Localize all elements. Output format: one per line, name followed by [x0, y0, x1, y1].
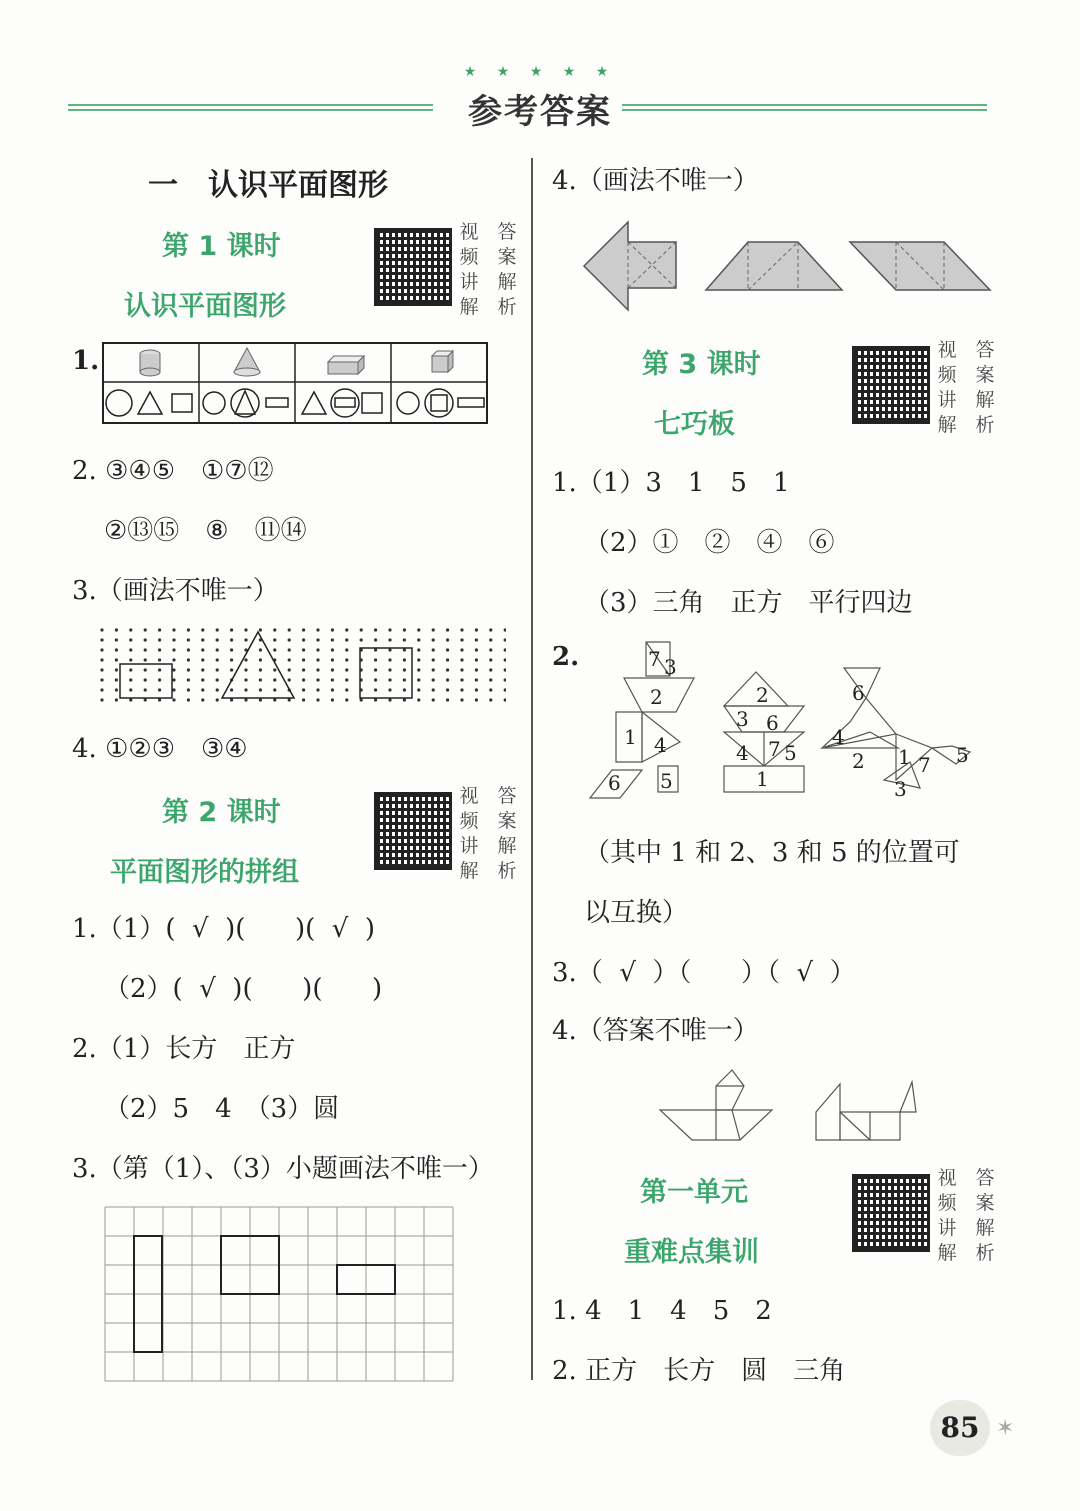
grid-dot: [302, 648, 305, 651]
grid-dot: [172, 638, 175, 641]
grid-dot: [331, 638, 334, 641]
grid-dot: [388, 628, 391, 631]
grid-dot: [417, 688, 420, 691]
grid-dot: [216, 628, 219, 631]
grid-dot: [316, 638, 319, 641]
grid-dot: [489, 648, 492, 651]
grid-dot: [475, 698, 478, 701]
grid-dot: [403, 658, 406, 661]
grid-dot: [489, 658, 492, 661]
grid-dot: [244, 658, 247, 661]
grid-dot: [158, 628, 161, 631]
grid-dot: [446, 658, 449, 661]
grid-dot: [446, 648, 449, 651]
tangram-label: 4: [832, 725, 845, 749]
l3-q2-label: 2.: [552, 642, 580, 672]
grid-dot: [244, 628, 247, 631]
page-number: 85: [930, 1400, 990, 1456]
grid-dot: [374, 678, 377, 681]
grid-dot: [489, 628, 492, 631]
grid-dot: [129, 658, 132, 661]
l1-q4: 4. ①②③ ③④: [72, 734, 248, 764]
grid-dot: [187, 698, 190, 701]
grid-dot: [403, 678, 406, 681]
grid-dot: [259, 678, 262, 681]
qr-caption: 视 答 频 案 讲 解 解 析: [937, 339, 995, 436]
grid-dot: [489, 638, 492, 641]
grid-dot: [417, 658, 420, 661]
grid-dot: [345, 658, 348, 661]
grid-dot: [504, 688, 506, 691]
grid-dot: [201, 658, 204, 661]
grid-dot: [475, 678, 478, 681]
tangram-label: 1: [898, 745, 911, 769]
tangram-label: 7: [768, 737, 781, 761]
tangram-figures: [584, 638, 984, 802]
tangram-label: 2: [756, 683, 769, 707]
grid-dot: [302, 628, 305, 631]
l3-q1-line1: 1.（1）3 1 5 1: [552, 468, 790, 498]
grid-dot: [129, 678, 132, 681]
grid-dot: [201, 698, 204, 701]
l3-q3: 3.（ √ ）（ ）（ √ ）: [552, 958, 856, 988]
unit-title: 一 认识平面图形: [148, 168, 388, 203]
cylinder-icon: [140, 350, 160, 376]
l2-q2-line1: 2.（1）长方 正方: [72, 1034, 296, 1064]
grid-dot: [417, 678, 420, 681]
grid-dot: [432, 688, 435, 691]
grid-dot: [187, 668, 190, 671]
grid-dot: [144, 648, 147, 651]
grid-dot: [417, 698, 420, 701]
grid-dot: [100, 678, 103, 681]
grid-dot: [388, 698, 391, 701]
review-name: 第一单元: [640, 1177, 748, 1208]
grid-dot: [273, 688, 276, 691]
review-topic: 重难点集训: [624, 1237, 759, 1268]
grid-dot: [475, 628, 478, 631]
grid-dot: [100, 628, 103, 631]
grid-dot: [316, 678, 319, 681]
grid-dot: [475, 688, 478, 691]
grid-dot: [187, 648, 190, 651]
grid-dot: [100, 688, 103, 691]
grid-dot: [201, 668, 204, 671]
grid-dot: [216, 678, 219, 681]
grid-dot: [129, 668, 132, 671]
cube-icon: [432, 351, 453, 372]
grid-dot: [100, 648, 103, 651]
grid-dot: [331, 698, 334, 701]
grid-dot: [504, 678, 506, 681]
tangram-label: 6: [766, 711, 779, 735]
grid-dot: [115, 648, 118, 651]
grid-dot: [288, 678, 291, 681]
grid-dot: [403, 698, 406, 701]
grid-dot: [432, 678, 435, 681]
rv-q1: 1. 4 1 4 5 2: [552, 1296, 772, 1326]
grid-dot: [489, 668, 492, 671]
grid-dot: [230, 638, 233, 641]
grid-dot: [230, 628, 233, 631]
grid-dot: [302, 688, 305, 691]
grid-dot: [489, 698, 492, 701]
grid-dot: [432, 668, 435, 671]
cone-icon: [234, 348, 260, 376]
grid-dot: [388, 638, 391, 641]
qr-caption: 视 答 频 案 讲 解 解 析: [459, 221, 517, 318]
grid-dot: [374, 698, 377, 701]
tangram-label: 6: [852, 681, 865, 705]
qr-caption: 视 答 频 案 讲 解 解 析: [937, 1167, 995, 1264]
grid-dot: [432, 698, 435, 701]
grid-dot: [288, 658, 291, 661]
tangram-label: 5: [660, 769, 673, 793]
grid-dot: [172, 698, 175, 701]
grid-dot: [172, 628, 175, 631]
grid-dot: [345, 628, 348, 631]
grid-dot: [158, 658, 161, 661]
grid-dot: [288, 638, 291, 641]
grid-dot: [259, 698, 262, 701]
grid-dot: [187, 628, 190, 631]
grid-dot: [144, 658, 147, 661]
grid-dot: [374, 648, 377, 651]
grid-dot: [158, 668, 161, 671]
grid-dot: [273, 628, 276, 631]
grid-dot: [489, 688, 492, 691]
grid-dot: [100, 638, 103, 641]
grid-dot: [288, 648, 291, 651]
qr-code-icon[interactable]: [374, 228, 452, 306]
grid-dot: [144, 698, 147, 701]
grid-dot: [374, 688, 377, 691]
grid-dot: [475, 658, 478, 661]
grid-dot: [115, 638, 118, 641]
grid-dot: [201, 638, 204, 641]
grid-dot: [316, 628, 319, 631]
grid-dot: [374, 638, 377, 641]
grid-dot: [288, 628, 291, 631]
star-icon: ✶: [996, 1416, 1015, 1441]
tangram-label: 5: [784, 741, 797, 765]
grid-dot: [100, 668, 103, 671]
grid-dot: [172, 688, 175, 691]
l2-q1-line2: （2）( √ )( )( ): [104, 974, 383, 1004]
grid-dot: [216, 668, 219, 671]
grid-dot: [158, 648, 161, 651]
grid-dot: [460, 658, 463, 661]
grid-dot: [374, 628, 377, 631]
grid-dot: [244, 638, 247, 641]
lesson3-topic: 七巧板: [654, 409, 735, 440]
l3-note-line2: 以互换）: [584, 898, 689, 928]
grid-dot: [331, 668, 334, 671]
grid-dot: [331, 658, 334, 661]
grid-dot: [273, 648, 276, 651]
grid-dot: [446, 688, 449, 691]
grid-dot: [302, 678, 305, 681]
grid-dot: [316, 698, 319, 701]
grid-dot: [158, 638, 161, 641]
grid-dot: [273, 678, 276, 681]
grid-dot: [172, 658, 175, 661]
grid-dot: [504, 658, 506, 661]
grid-dot: [273, 638, 276, 641]
grid-dot: [446, 638, 449, 641]
grid-dot: [388, 668, 391, 671]
grid-dot: [460, 668, 463, 671]
qr-code-icon[interactable]: [852, 1174, 930, 1252]
grid-dot: [288, 698, 291, 701]
grid-dot: [288, 668, 291, 671]
tangram-label: 4: [736, 741, 749, 765]
grid-dot: [403, 688, 406, 691]
grid-dot: [144, 668, 147, 671]
grid-dot: [504, 628, 506, 631]
grid-dot: [158, 688, 161, 691]
tangram-label: 7: [648, 647, 661, 671]
grid-dot: [144, 688, 147, 691]
grid-dot: [201, 628, 204, 631]
grid-dot: [115, 658, 118, 661]
grid-dot: [244, 698, 247, 701]
grid-dot: [345, 678, 348, 681]
l1-q1-label: 1.: [72, 346, 100, 376]
grid-dot: [259, 628, 262, 631]
grid-dot: [475, 668, 478, 671]
l2-q3-label: 3.（第（1）、（3）小题画法不唯一）: [72, 1154, 494, 1184]
l2-q1-line1: 1.（1）( √ )( )( √ ): [72, 914, 376, 944]
grid-dot: [417, 648, 420, 651]
l3-q4-label: 4.（答案不唯一）: [552, 1016, 759, 1046]
grid-dot: [201, 648, 204, 651]
grid-dot: [302, 668, 305, 671]
grid-dot: [388, 658, 391, 661]
tangram-label: 3: [664, 655, 677, 679]
grid-dot: [302, 698, 305, 701]
l1-q2-line2: ②⑬⑮ ⑧ ⑪⑭: [104, 516, 307, 546]
rv-q2: 2. 正方 长方 圆 三角: [552, 1356, 846, 1386]
grid-dot: [172, 668, 175, 671]
tangram-label: 7: [918, 753, 931, 777]
page-title: 参考答案: [468, 92, 612, 132]
grid-dot: [115, 688, 118, 691]
dot-grid-drawing: [100, 628, 506, 704]
grid-dot: [316, 658, 319, 661]
grid-dot: [302, 638, 305, 641]
grid-dot: [360, 638, 363, 641]
grid-dot: [115, 668, 118, 671]
grid-dot: [144, 638, 147, 641]
header-stars: ★ ★ ★ ★ ★: [463, 64, 617, 80]
grid-dot: [460, 698, 463, 701]
grid-dot: [129, 698, 132, 701]
grid-dot: [388, 678, 391, 681]
grid-dot: [216, 658, 219, 661]
grid-dot: [432, 648, 435, 651]
grid-dot: [388, 688, 391, 691]
grid-dot: [432, 638, 435, 641]
grid-dot: [244, 678, 247, 681]
grid-dot: [460, 678, 463, 681]
grid-dot: [172, 678, 175, 681]
grid-dot: [432, 628, 435, 631]
grid-dot: [446, 698, 449, 701]
grid-dot: [345, 638, 348, 641]
grid-dot: [403, 648, 406, 651]
grid-dot: [460, 648, 463, 651]
grid-dot: [374, 668, 377, 671]
grid-dot: [460, 628, 463, 631]
grid-dot: [331, 648, 334, 651]
grid-dot: [144, 628, 147, 631]
grid-dot: [100, 698, 103, 701]
grid-dot: [331, 688, 334, 691]
grid-dot: [216, 648, 219, 651]
grid-dot: [144, 678, 147, 681]
grid-dot: [230, 648, 233, 651]
grid-dot: [403, 668, 406, 671]
grid-dot: [446, 628, 449, 631]
grid-dot: [316, 688, 319, 691]
l3-note-line1: （其中 1 和 2、3 和 5 的位置可: [584, 838, 960, 868]
grid-dot: [475, 648, 478, 651]
qr-caption: 视 答 频 案 讲 解 解 析: [459, 785, 517, 882]
grid-dot: [259, 648, 262, 651]
l3-q1-line3: （3）三角 正方 平行四边: [584, 588, 913, 618]
grid-dot: [417, 668, 420, 671]
grid-dot: [259, 658, 262, 661]
qr-code-icon[interactable]: [852, 346, 930, 424]
grid-dot: [230, 668, 233, 671]
grid-dot: [489, 678, 492, 681]
grid-dot: [460, 638, 463, 641]
grid-dot: [360, 628, 363, 631]
grid-dot: [115, 698, 118, 701]
grid-dot: [302, 658, 305, 661]
grid-dot: [230, 688, 233, 691]
grid-dot: [129, 648, 132, 651]
grid-dot: [187, 638, 190, 641]
grid-dot: [331, 678, 334, 681]
tangram-label: 1: [624, 725, 637, 749]
tangram-label: 3: [736, 707, 749, 731]
grid-dot: [475, 638, 478, 641]
tangram-label: 4: [654, 733, 667, 757]
grid-dot: [244, 688, 247, 691]
grid-dot: [316, 668, 319, 671]
grid-dot: [187, 688, 190, 691]
l1-q3-label: 3.（画法不唯一）: [72, 576, 279, 606]
grid-dot: [187, 658, 190, 661]
qr-code-icon[interactable]: [374, 792, 452, 870]
grid-dot: [259, 668, 262, 671]
grid-dot: [129, 638, 132, 641]
grid-dot: [273, 668, 276, 671]
l1-q2-line1: 2. ③④⑤ ①⑦⑫: [72, 456, 274, 486]
grid-dot: [345, 698, 348, 701]
lesson3-name: 第 3 课时: [642, 349, 761, 380]
grid-dot: [374, 658, 377, 661]
column-divider: [531, 158, 533, 1380]
grid-dot: [432, 658, 435, 661]
grid-dot: [273, 698, 276, 701]
grid-dot: [216, 688, 219, 691]
grid-dot: [201, 678, 204, 681]
grid-dot: [446, 678, 449, 681]
grid-dot: [172, 648, 175, 651]
lesson2-topic: 平面图形的拼组: [110, 857, 299, 888]
l3-q1-line2: （2）① ② ④ ⑥: [584, 528, 835, 558]
grid-dot: [504, 638, 506, 641]
grid-dot: [388, 648, 391, 651]
grid-dot: [187, 678, 190, 681]
lesson1-name: 第 1 课时: [162, 231, 281, 262]
tangram-label: 2: [852, 749, 865, 773]
grid-dot: [504, 698, 506, 701]
grid-dot: [460, 688, 463, 691]
l2-q2-line2: （2）5 4 （3）圆: [104, 1094, 340, 1124]
square-grid-drawing: [104, 1206, 456, 1384]
grid-dot: [417, 638, 420, 641]
grid-dot: [403, 628, 406, 631]
r-q4-label: 4.（画法不唯一）: [552, 166, 759, 196]
grid-dot: [201, 688, 204, 691]
grid-dot: [158, 698, 161, 701]
grid-dot: [244, 668, 247, 671]
grid-dot: [403, 638, 406, 641]
grid-dot: [129, 688, 132, 691]
solid-shapes-table: [102, 342, 488, 424]
tangram-label: 6: [608, 771, 621, 795]
grid-dot: [216, 698, 219, 701]
tangram-label: 2: [650, 685, 663, 709]
grid-dot: [345, 688, 348, 691]
grid-dot: [360, 698, 363, 701]
tangram-label: 3: [894, 777, 907, 801]
tangram-answer-drawing: [656, 1066, 918, 1144]
grid-dot: [417, 628, 420, 631]
tangram-label: 5: [956, 743, 969, 767]
grid-dot: [216, 638, 219, 641]
tangram-label: 1: [756, 767, 769, 791]
grid-dot: [158, 678, 161, 681]
grid-dot: [115, 628, 118, 631]
grid-dot: [100, 658, 103, 661]
lesson1-topic: 认识平面图形: [124, 291, 286, 322]
grid-dot: [259, 688, 262, 691]
composed-shapes-drawing: [580, 218, 994, 314]
cuboid-icon: [328, 356, 364, 374]
grid-dot: [129, 628, 132, 631]
grid-dot: [230, 658, 233, 661]
grid-dot: [345, 648, 348, 651]
grid-dot: [316, 648, 319, 651]
grid-dot: [504, 668, 506, 671]
grid-dot: [230, 698, 233, 701]
grid-dot: [504, 648, 506, 651]
grid-dot: [345, 668, 348, 671]
lesson2-name: 第 2 课时: [162, 797, 281, 828]
grid-dot: [115, 678, 118, 681]
grid-dot: [446, 668, 449, 671]
grid-dot: [331, 628, 334, 631]
